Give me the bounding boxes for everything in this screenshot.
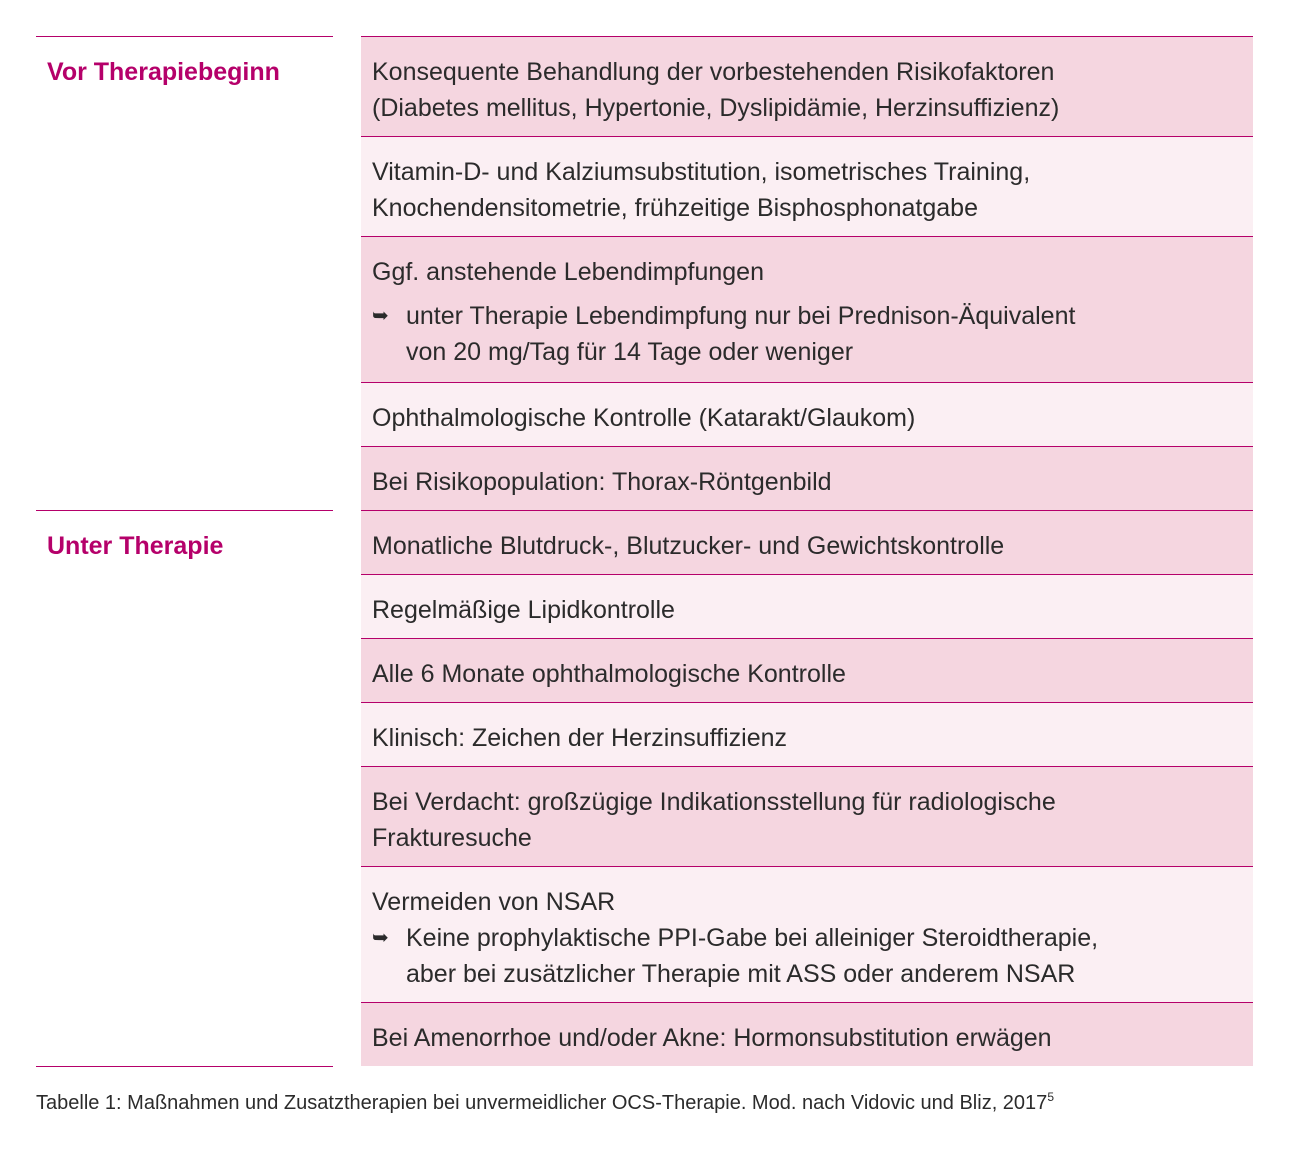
row-subtext: von 20 mg/Tag für 14 Tage oder weniger	[406, 338, 854, 366]
table-row	[361, 136, 1253, 236]
table-row	[361, 446, 1253, 510]
row-text: Monatliche Blutdruck-, Blutzucker- und Gewichtskontrolle	[372, 532, 1005, 560]
arrow-right-icon: ➥	[372, 305, 389, 327]
row-text: Vitamin-D- und Kalziumsubstitution, isometrisches Training,	[372, 158, 1031, 186]
row-subtext: unter Therapie Lebendimpfung nur bei Prednison-Äquivalent	[406, 302, 1076, 330]
caption-reference: 5	[1047, 1090, 1054, 1104]
table-bottom-rule	[36, 1066, 333, 1067]
caption-text: Tabelle 1: Maßnahmen und Zusatztherapien bei unvermeidlicher OCS-Therapie. Mod. nach Vidovic und Bliz, 2017	[36, 1092, 1048, 1114]
row-text: (Diabetes mellitus, Hypertonie, Dyslipidämie, Herzinsuffizienz)	[372, 94, 1060, 122]
row-text: Klinisch: Zeichen der Herzinsuffizienz	[372, 724, 788, 752]
table-row	[361, 382, 1253, 446]
row-text: Knochendensitometrie, frühzeitige Bisphosphonatgabe	[372, 194, 978, 222]
table-row	[361, 702, 1253, 766]
row-subtext: Keine prophylaktische PPI-Gabe bei alleiniger Steroidtherapie,	[406, 924, 1099, 952]
table-row	[361, 510, 1253, 574]
section-label: Unter Therapie	[47, 532, 224, 560]
table-row	[361, 766, 1253, 866]
table-row	[361, 638, 1253, 702]
row-text: Alle 6 Monate ophthalmologische Kontrolle	[372, 660, 846, 688]
row-subtext: aber bei zusätzlicher Therapie mit ASS oder anderem NSAR	[406, 960, 1076, 988]
section-unter-therapie	[36, 510, 1253, 1066]
table-row	[361, 236, 1253, 382]
row-text: Frakturesuche	[372, 824, 532, 852]
table-row	[361, 866, 1253, 1002]
table-caption	[36, 1092, 1054, 1115]
section-label: Vor Therapiebeginn	[47, 58, 280, 86]
measures-table	[36, 36, 1253, 1066]
row-text: Ophthalmologische Kontrolle (Katarakt/Glaukom)	[372, 404, 916, 432]
row-text: Bei Verdacht: großzügige Indikationsstellung für radiologische	[372, 788, 1056, 816]
row-text: Bei Amenorrhoe und/oder Akne: Hormonsubstitution erwägen	[372, 1024, 1052, 1052]
arrow-right-icon: ➥	[372, 927, 389, 949]
row-text: Ggf. anstehende Lebendimpfungen	[372, 258, 764, 286]
section-divider	[36, 510, 333, 511]
table-row	[361, 36, 1253, 136]
section-vor-therapiebeginn	[36, 36, 1253, 510]
section-divider	[36, 36, 333, 37]
row-text: Konsequente Behandlung der vorbestehenden Risikofaktoren	[372, 58, 1055, 86]
table-row	[361, 574, 1253, 638]
row-text: Regelmäßige Lipidkontrolle	[372, 596, 675, 624]
row-text: Bei Risikopopulation: Thorax-Röntgenbild	[372, 468, 832, 496]
table-row	[361, 1002, 1253, 1066]
row-text: Vermeiden von NSAR	[372, 888, 616, 916]
